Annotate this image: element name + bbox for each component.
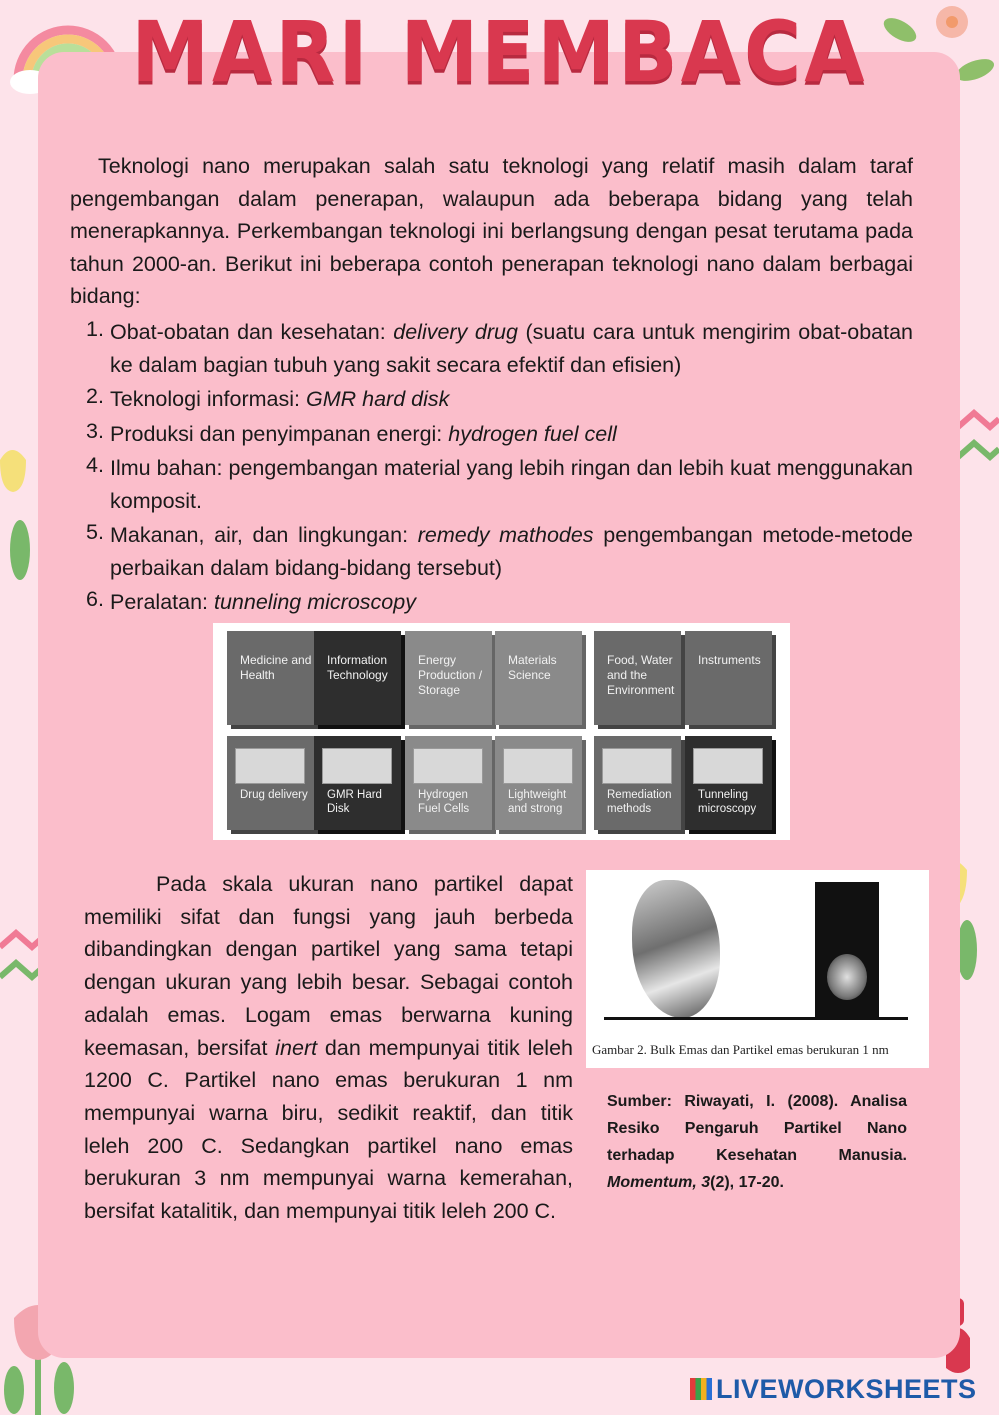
- car-image: [413, 748, 483, 784]
- nanotech-applications-figure: [213, 623, 790, 840]
- figure-cell: Materials Science: [495, 631, 582, 725]
- applications-list: [70, 316, 913, 621]
- figure-cell: Remediation methods: [594, 736, 681, 830]
- figure-cell: Hydrogen Fuel Cells: [405, 736, 492, 830]
- gold-particle-figure: [586, 870, 929, 1068]
- intro-text: Teknologi nano merupakan salah satu teknologi yang relatif masih dalam taraf pengembangan dalam penerapan, walaupun ada beberapa bidang yang telah menerapkannya. Perkembangan teknologi ini berlangsung dengan pesat terutama pada tahun 2000-an. Berikut ini beberapa contoh penerapan teknologi nano dalam berbagai bidang:: [70, 154, 913, 308]
- source-citation: Sumber: Riwayati, I. (2008). Analisa Resiko Pengaruh Partikel Nano terhadap Kesehatan Manusia. Momentum, 3(2), 17-20.: [607, 1093, 907, 1191]
- figure-cell: GMR Hard Disk: [314, 736, 401, 830]
- list-item: 1. Obat-obatan dan kesehatan: delivery drug (suatu cara untuk mengirim obat-obatan ke dalam bagian tubuh yang sakit secara efektif dan efisien): [86, 317, 914, 377]
- figure-caption: Gambar 2. Bulk Emas dan Partikel emas berukuran 1 nm: [592, 1042, 889, 1057]
- list-item: 3. Produksi dan penyimpanan energi: hydrogen fuel cell: [86, 418, 617, 446]
- list-item: 4. Ilmu bahan: pengembangan material yang lebih ringan dan lebih kuat menggunakan komposit.: [86, 453, 913, 513]
- figure-cell: Instruments: [685, 631, 772, 725]
- earth-image: [602, 748, 672, 784]
- list-item: 6. Peralatan: tunneling microscopy: [86, 587, 416, 614]
- figure-cell: Food, Water and the Environment: [594, 631, 681, 725]
- brand-icon: [690, 1378, 712, 1400]
- figure-cell: Medicine and Health: [227, 631, 314, 725]
- gold-nanoparticle-paragraph: Pada skala ukuran nano partikel dapat memiliki sifat dan fungsi yang jauh berbeda dibandingkan dengan partikel yang sama tetapi dengan ukuran yang lebih besar. Sebagai contoh adalah emas. Logam emas berwarna kuning keemasan, bersifat inert dan mempunyai titik leleh 1200 C. Partikel nano emas berukuran 1 nm mempunyai warna biru, sedikit reaktif, dan titik leleh 200 C. Sedangkan partikel nano emas berukuran 3 nm mempunyai warna kemerahan, bersifat katalitik, dan mempunyai titik leleh 200 C.: [84, 872, 573, 1224]
- figure-cell: Information Technology: [314, 631, 401, 725]
- hard-disk-image: [322, 748, 392, 784]
- intro-paragraph: [70, 150, 913, 313]
- brand-logo[interactable]: LIVEWORKSHEETS: [690, 1374, 977, 1405]
- gold-nugget-image: [632, 880, 720, 1018]
- figure-cell: Tunneling microscopy: [685, 736, 772, 830]
- gold-vial-image: [815, 882, 879, 1018]
- page-title: MARI MEMBACA: [131, 4, 868, 102]
- list-item: 5. Makanan, air, dan lingkungan: remedy mathodes pengembangan metode-metode perbaikan dalam bidang-bidang tersebut): [86, 520, 913, 580]
- list-item: 2. Teknologi informasi: GMR hard disk: [86, 384, 450, 411]
- microscope-image: [693, 748, 763, 784]
- figure-cell: Energy Production / Storage: [405, 631, 492, 725]
- mesh-image: [503, 748, 573, 784]
- figure-cell: Lightweight and strong: [495, 736, 582, 830]
- mri-image: [235, 748, 305, 784]
- figure-cell: Drug delivery: [227, 736, 314, 830]
